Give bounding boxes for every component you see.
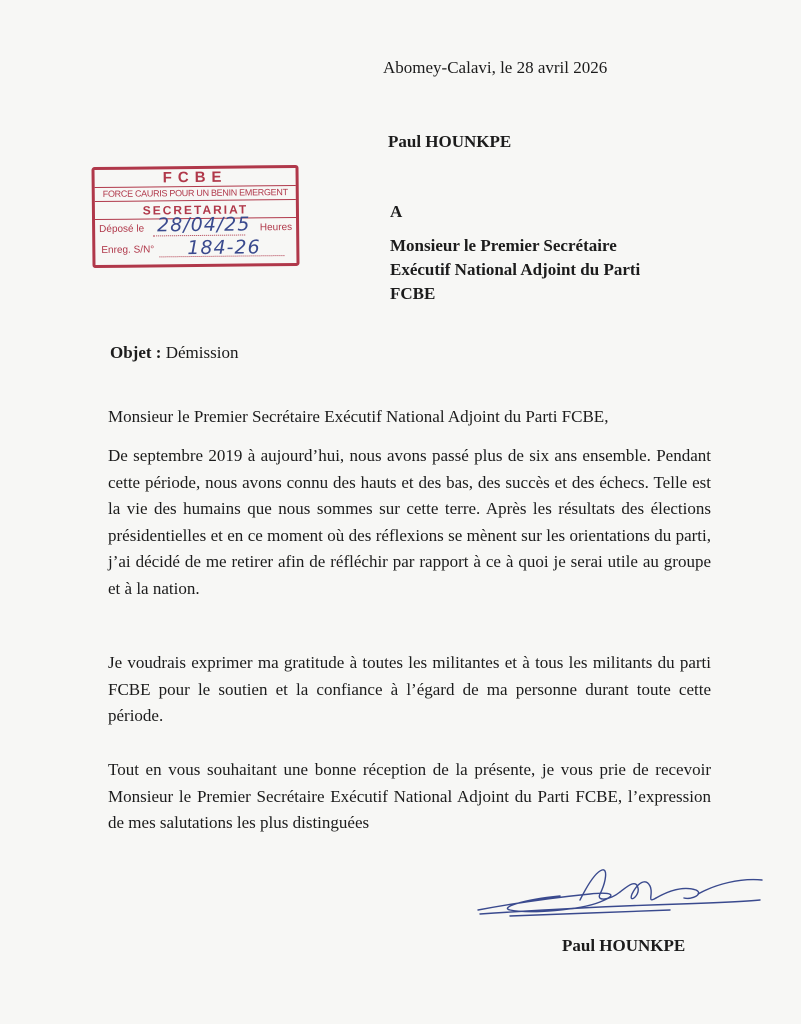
body-paragraph: Je voudrais exprimer ma gratitude à toutes les militantes et à tous les militants du parti FCBE pour le soutien et la confiance à l’égard de ma personne durant toute cette période. xyxy=(108,653,711,725)
stamp-department: SECRETARIAT xyxy=(95,201,296,220)
handwritten-signature xyxy=(470,864,770,934)
stamp-handwritten-number: 184-26 xyxy=(187,236,261,260)
sender-name: Paul HOUNKPE xyxy=(388,132,512,151)
subject-label: Objet : xyxy=(110,343,162,362)
body-paragraph: De septembre 2019 à aujourd’hui, nous avons passé plus de six ans ensemble. Pendant cette période, nous avons connu des hauts et des bas, des succès et des échecs. Telle est la vie des humains que nous sommes sur cette terre. Après les résultats des élections présidentielles et en ce moment où des réflexions se mènent sur les orientations du parti, j’ai décidé de me retirer afin de réfléchir par rapport à ce à quoi je serai utile au groupe et à la nation. xyxy=(108,446,711,598)
place-date: Abomey-Calavi, le 28 avril 2026 xyxy=(383,58,608,77)
salutation: Monsieur le Premier Secrétaire Exécutif National Adjoint du Parti FCBE, xyxy=(108,407,609,426)
recipient-prefix: A xyxy=(390,202,403,221)
secretariat-stamp xyxy=(91,165,299,268)
signature-name: Paul HOUNKPE xyxy=(562,936,686,955)
stamp-register-label: Enreg. S/N° xyxy=(101,244,155,256)
recipient-line: Monsieur le Premier Secrétaire xyxy=(390,236,617,255)
stamp-subtitle: FORCE CAURIS POUR UN BENIN EMERGENT xyxy=(95,186,296,202)
stamp-hours-label: Heures xyxy=(259,221,293,234)
stamp-deposit-label: Déposé le xyxy=(99,223,145,236)
stamp-handwritten-date: 28/04/25 xyxy=(156,213,251,237)
body-paragraph: Tout en vous souhaitant une bonne réception de la présente, je vous prie de recevoir Monsieur le Premier Secrétaire Exécutif National Adjoint du Parti FCBE, l’expression de mes salutations les plus distinguées xyxy=(108,760,711,832)
recipient-line: Exécutif National Adjoint du Parti xyxy=(390,260,641,279)
recipient-line: FCBE xyxy=(390,284,436,303)
subject-value: Démission xyxy=(165,343,239,362)
recipient-block xyxy=(390,234,720,306)
subject-line xyxy=(110,343,238,363)
stamp-title: FCBE xyxy=(95,168,296,188)
